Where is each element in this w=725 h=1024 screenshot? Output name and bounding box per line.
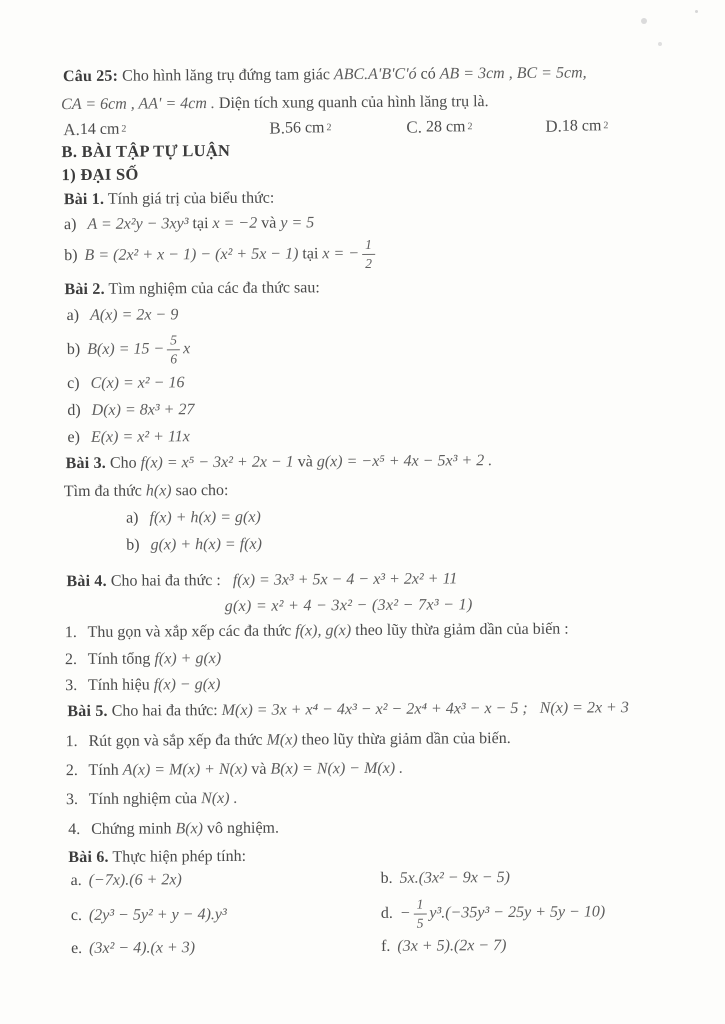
- exercise-6-title: Bài 6. Thực hiện phép tính:: [68, 847, 247, 867]
- exercise-5-title: Bài 5. Cho hai đa thức: M(x) = 3x + x⁴ − 4x³ − x² − 2x⁴ + 4x³ − x − 5 ; N(x) = 2x + 3: [67, 699, 629, 721]
- exercise-4-item-3: 3. Tính hiệu f(x) − g(x): [65, 675, 221, 695]
- fraction: $\frac{1}{2}$: [362, 237, 375, 271]
- answer-option-b: B. 56 cm 2: [269, 118, 332, 138]
- exercise-6-item-a: a. (−7x).(6 + 2x): [70, 871, 182, 890]
- exercise-2-item-e: e) E(x) = x² + 11x: [67, 428, 190, 447]
- exercise-1-title: Bài 1. Tính giá trị của biểu thức:: [63, 189, 275, 209]
- exercise-5-item-1: 1. Rút gọn và sắp xếp đa thức M(x) theo lũy thừa giảm dần của biến.: [65, 729, 511, 751]
- question-25-label: Câu 25:: [62, 67, 119, 86]
- exercise-6-item-e: e. (3x² − 4).(x + 3): [70, 939, 196, 958]
- exercise-3-title: Bài 3. Cho f(x) = x⁵ − 3x² + 2x − 1 và g(x) = −x⁵ + 4x − 5x³ + 2 .: [65, 452, 493, 473]
- answer-option-d: D. 18 cm 2: [545, 116, 609, 136]
- answer-options: [63, 115, 663, 141]
- answer-option-a: A. 14 cm 2: [63, 119, 127, 140]
- exercise-5-item-3: 3. Tính nghiệm của N(x) .: [65, 789, 238, 809]
- exercise-5-item-2: 2. Tính A(x) = M(x) + N(x) và B(x) = N(x) − M(x) .: [65, 759, 404, 780]
- exercise-2-item-d: d) D(x) = 8x³ + 27: [67, 401, 195, 420]
- section-heading-dai-so: 1) ĐẠI SỐ: [61, 164, 139, 185]
- exercise-6-item-b: b. 5x.(3x² − 9x − 5): [380, 868, 510, 887]
- question-25-line-1: Câu 25: Cho hình lăng trụ đứng tam giác ABC.A'B'C'ó có AB = 3cm , BC = 5cm,: [62, 64, 587, 86]
- exercise-6-item-c: c. (2y³ − 5y² + y − 4).y³: [70, 905, 227, 925]
- exercise-5-item-4: 4. Chứng minh B(x) vô nghiệm.: [68, 819, 280, 839]
- exercise-2-item-b: b) B(x) = 15 − $\frac{5}{6}$ x: [66, 332, 191, 366]
- exercise-2-item-a: a) A(x) = 2x − 9: [66, 306, 179, 325]
- exercise-6-row-cd: [71, 891, 691, 937]
- exercise-6-row-ef: [71, 934, 691, 960]
- fraction: $\frac{1}{5}$: [413, 897, 426, 931]
- exercise-2-item-c: c) C(x) = x² − 16: [67, 374, 185, 393]
- question-25-line-2: CA = 6cm , AA' = 4cm . Diện tích xung quanh của hình lăng trụ là.: [61, 93, 489, 114]
- section-heading-b: B. BÀI TẬP TỰ LUẬN: [61, 140, 231, 162]
- fraction: $\frac{5}{6}$: [167, 332, 180, 366]
- exercise-4-item-2: 2. Tính tổng f(x) + g(x): [64, 649, 222, 669]
- exercise-3-item-a: a) f(x) + h(x) = g(x): [125, 508, 261, 527]
- answer-option-c: C. 28 cm 2: [406, 117, 473, 137]
- exercise-1-item-b: b) B = (2x² + x − 1) − (x² + 5x − 1) tại x = − $\frac{1}{2}$: [64, 233, 378, 277]
- exercise-6-item-d: d. − $\frac{1}{5}$ y³.(−35y³ − 25y + 5y − 10): [380, 896, 606, 931]
- exercise-3-line-2: Tìm đa thức h(x) sao cho:: [63, 481, 229, 501]
- exercise-2-title: Bài 2. Tìm nghiệm của các đa thức sau:: [64, 279, 320, 299]
- exercise-4-equation-g: g(x) = x² + 4 − 3x² − (3x² − 7x³ − 1): [224, 596, 473, 615]
- exercise-4-item-1: 1. Thu gọn và xắp xếp các đa thức f(x), g(x) theo lũy thừa giảm dần của biến :: [64, 620, 569, 642]
- exercise-6-item-f: f. (3x + 5).(2x − 7): [380, 937, 507, 955]
- exercise-4-title: Bài 4. Cho hai đa thức : f(x) = 3x³ + 5x − 4 − x³ + 2x² + 11: [66, 570, 458, 591]
- exercise-6-row-ab: [70, 866, 690, 892]
- exercise-1-item-a: a) A = 2x²y − 3xy³ tại x = −2 và y = 5: [63, 214, 315, 234]
- exercise-3-item-b: b) g(x) + h(x) = f(x): [126, 535, 262, 554]
